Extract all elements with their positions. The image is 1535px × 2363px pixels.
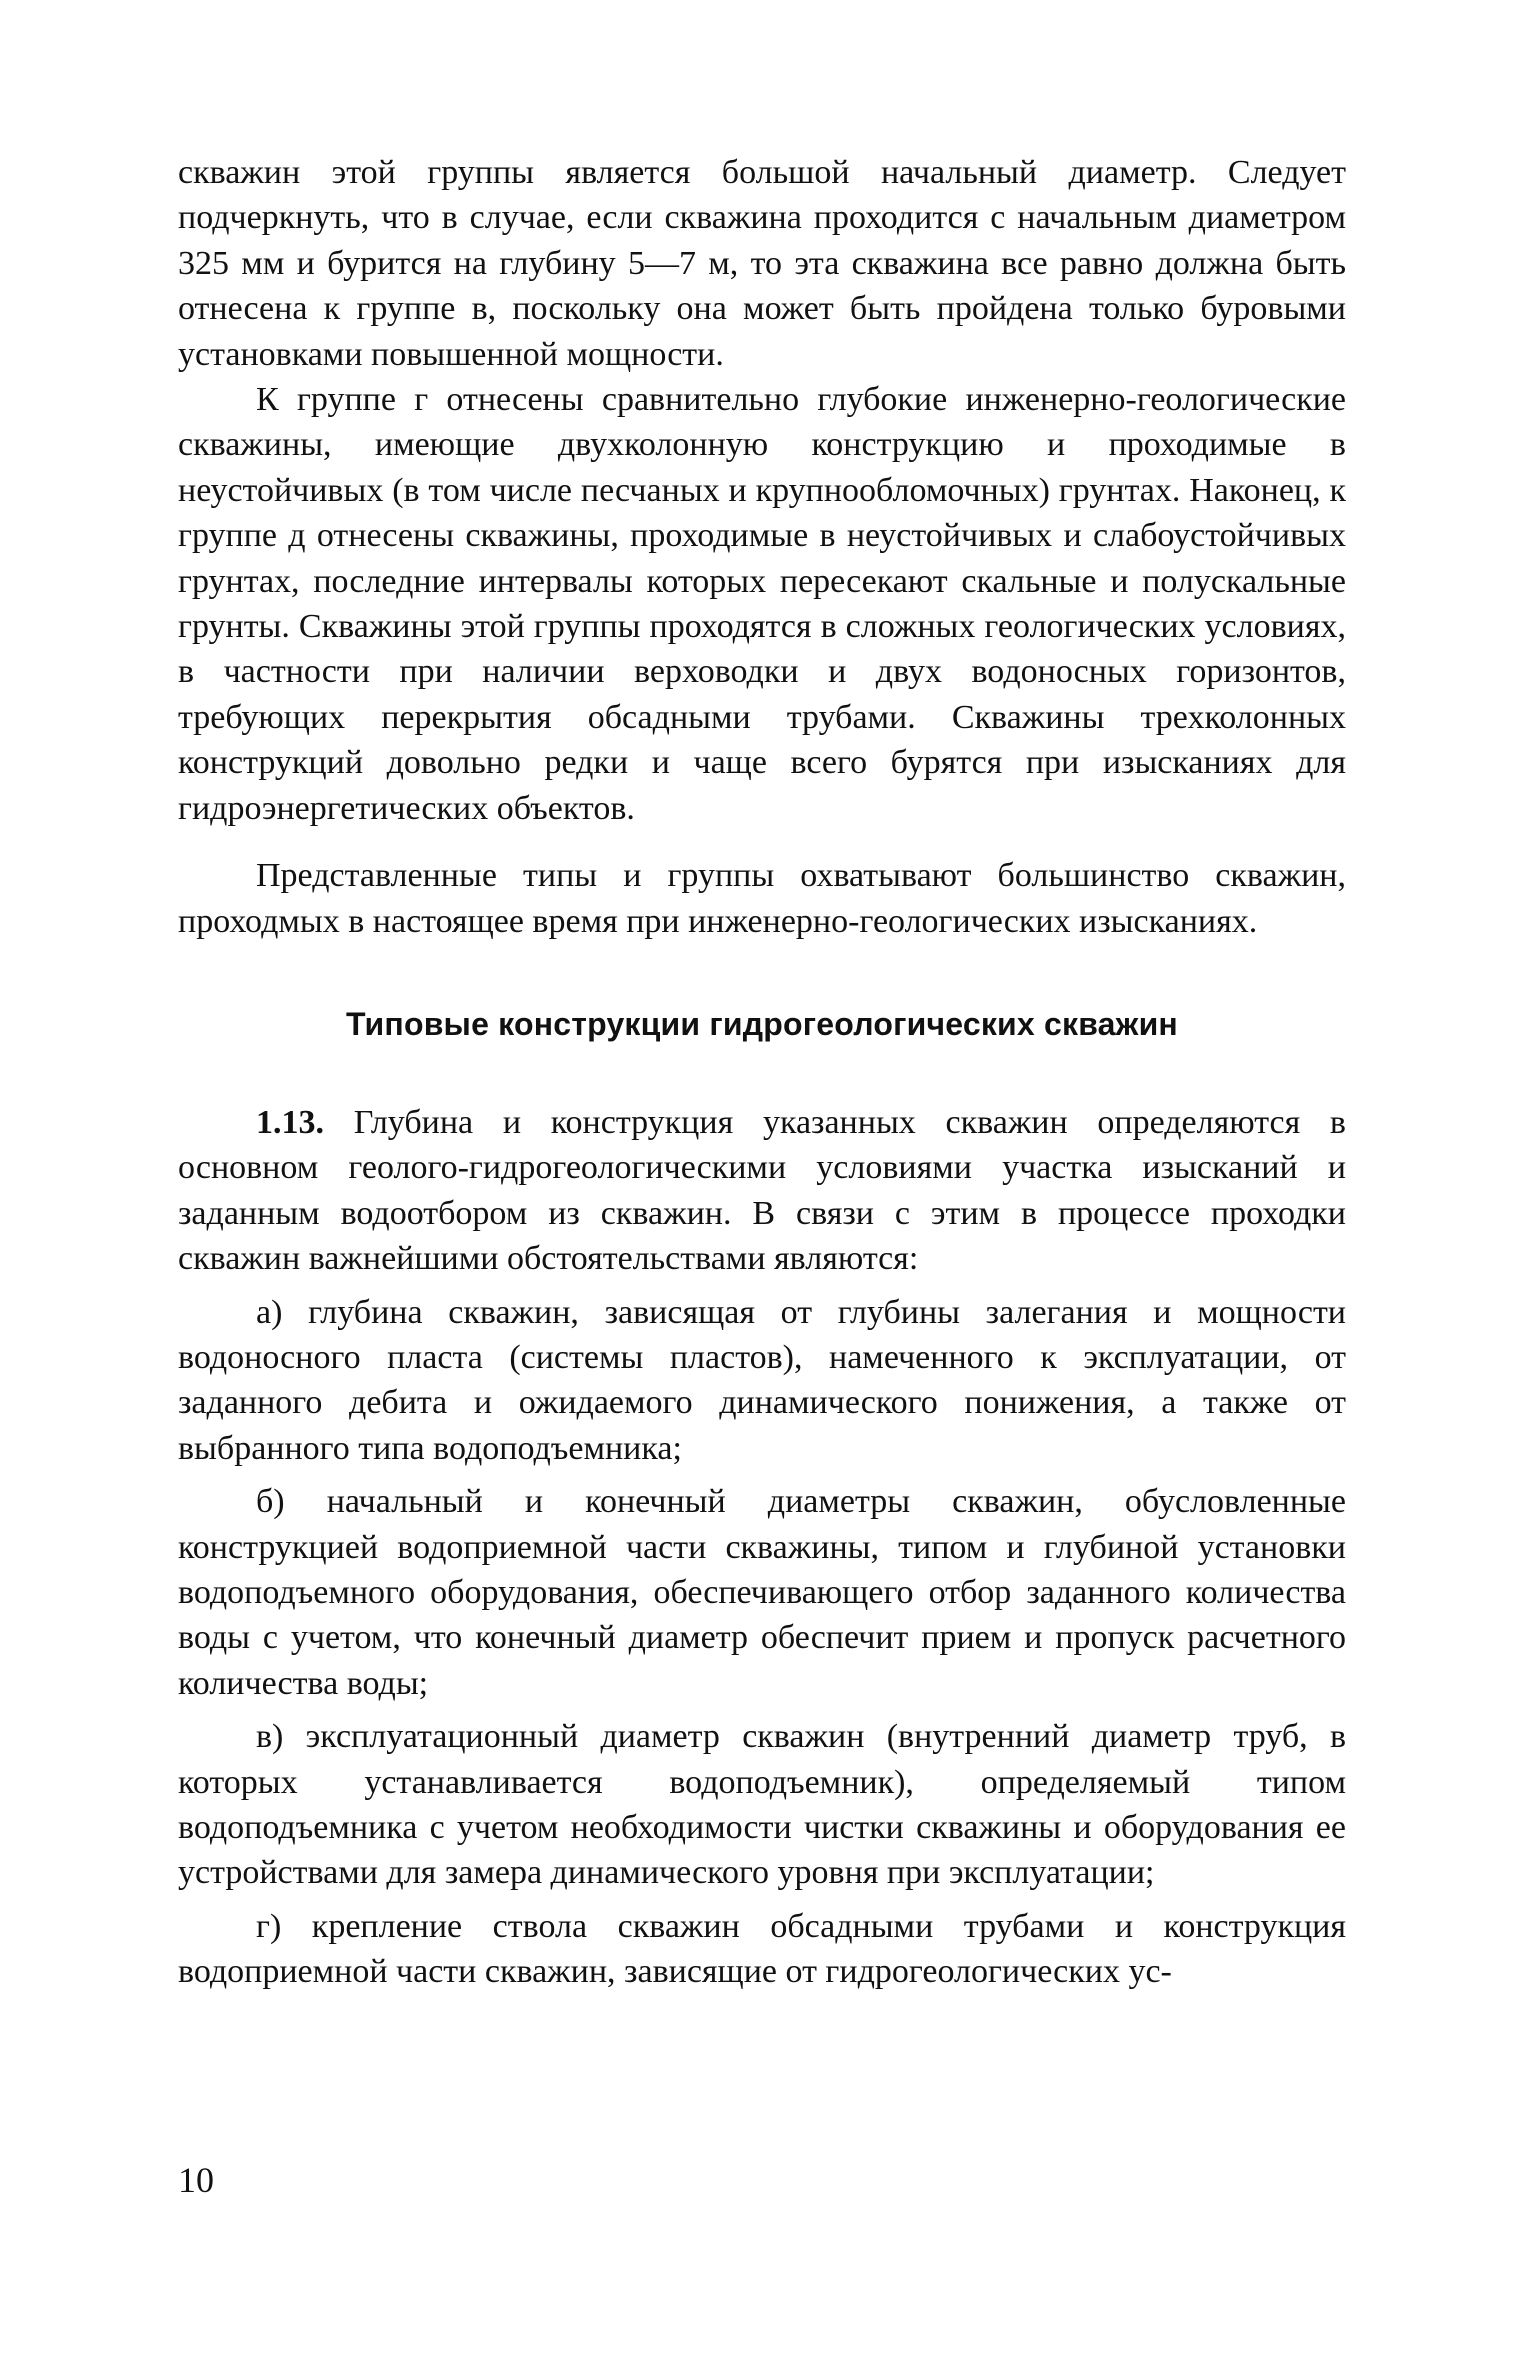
section-number: 1.13. xyxy=(256,1103,324,1141)
page-body xyxy=(178,150,1346,1995)
list-item-a: а) глубина скважин, зависящая от глубины залегания и мощности водоносного пласта (системы пластов), намеченного к эксплуатации, от заданного дебита и ожидаемого динамического понижения, а также от выбранного типа водоподъемника; xyxy=(178,1293,1346,1467)
section-heading: Типовые конструкции гидрогеологических скважин xyxy=(346,1005,1178,1042)
list-item-v: в) эксплуатационный диаметр скважин (внутренний диаметр труб, в которых устанавливается водоподъемник), определяемый типом водоподъемника с учетом необходимости чистки скважины и оборудования ее устройствами для замера динамического уровня при эксплуатации; xyxy=(178,1718,1346,1892)
page-number: 10 xyxy=(178,2160,214,2200)
list-item-b: б) начальный и конечный диаметры скважин, обусловленные конструкцией водоприемной части скважины, типом и глубиной установки водоподъемного оборудования, обеспечивающего отбор заданного количества воды с учетом, что конечный диаметр обеспечит прием и пропуск расчетного количества воды; xyxy=(178,1483,1346,1702)
paragraph-summary: Представленные типы и группы охватывают большинство скважин, проходмых в настоящее время при инженерно-геологических изысканиях. xyxy=(178,857,1346,940)
paragraph-group-g-d: К группе г отнесены сравнительно глубокие инженерно-геологические скважины, имеющие двухколонную конструкцию и проходимые в неустойчивых (в том числе песчаных и крупнообломочных) грунтах. Наконец, к группе д отнесены скважины, проходимые в неустойчивых и слабоустойчивых грунтах, последние интервалы которых пересекают скальные и полускальные грунты. Скважины этой группы проходятся в сложных геологических условиях, в частности при наличии верховодки и двух водоносных горизонтов, требующих перекрытия обсадными трубами. Скважины трехколонных конструкций довольно редки и чаще всего бурятся при изысканиях для гидроэнергетических объектов. xyxy=(178,381,1346,827)
section-text: Глубина и конструкция указанных скважин определяются в основном геолого-гидрогеологическими условиями участка изысканий и заданным водоотбором из скважин. В связи с этим в процессе проходки скважин важнейшими обстоятельствами являются: xyxy=(178,1103,1346,1278)
paragraph-continuation: скважин этой группы является большой начальный диаметр. Следует подчеркнуть, что в случае, если скважина проходится с начальным диаметром 325 мм и бурится на глубину 5—7 м, то эта скважина все равно должна быть отнесена к группе в, поскольку она может быть пройдена только буровыми установками повышенной мощности. xyxy=(178,154,1346,373)
paragraph-section-1-13 xyxy=(178,1100,1346,1282)
list-item-g: г) крепление ствола скважин обсадными трубами и конструкция водоприемной части скважин, зависящие от гидрогеологических ус- xyxy=(178,1907,1346,1991)
